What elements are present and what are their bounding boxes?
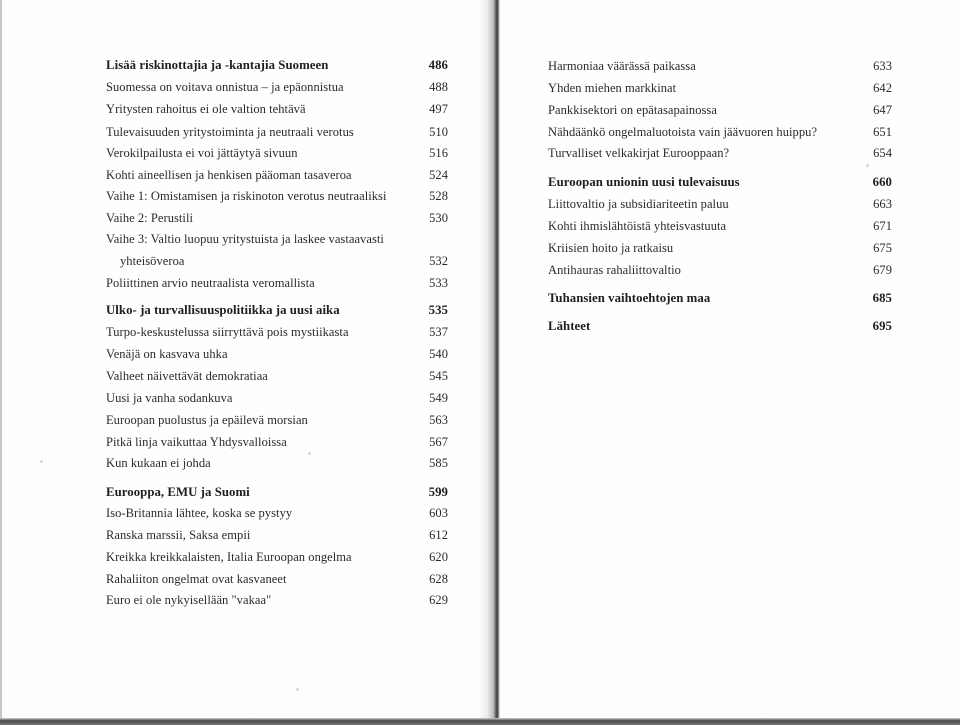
toc-entry-title: Rahaliiton ongelmat ovat kasvaneet	[106, 572, 287, 586]
toc-entry-title: Kreikka kreikkalaisten, Italia Euroopan ongelma	[106, 550, 352, 564]
toc-entry-page-number: 497	[429, 102, 448, 116]
paper-speck	[296, 688, 299, 691]
toc-entry-page-number: 671	[873, 219, 892, 233]
toc-entry-title: Euroopan puolustus ja epäilevä morsian	[106, 413, 308, 427]
toc-entry-page-number: 563	[429, 413, 448, 427]
toc-entry-title: Poliittinen arvio neutraalista veromallista	[106, 276, 315, 290]
toc-entry-title: Turvalliset velkakirjat Eurooppaan?	[548, 146, 730, 160]
toc-entry-page-number: 540	[429, 347, 448, 361]
toc-entry-title: Eurooppa, EMU ja Suomi	[106, 485, 250, 499]
page-bottom-edge	[0, 718, 960, 725]
paper-speck	[40, 460, 43, 463]
toc-entry-title: Euro ei ole nykyisellään "vakaa"	[106, 593, 272, 607]
toc-entry-page-number: 679	[873, 263, 892, 277]
toc-entry-page-number: 647	[873, 103, 892, 117]
toc-entry-page-number: 488	[429, 80, 448, 94]
toc-entry-title: Vaihe 1: Omistamisen ja riskinoton verotus neutraaliksi	[106, 189, 387, 203]
toc-entry-title: Tulevaisuuden yritystoiminta ja neutraali verotus	[106, 125, 354, 139]
toc-entry-page-number: 675	[873, 241, 892, 255]
toc-entry-title: Uusi ja vanha sodankuva	[106, 391, 233, 405]
toc-entry-page-number: 612	[429, 528, 448, 542]
toc-entry-title: Lisää riskinottajia ja -kantajia Suomeen	[106, 58, 329, 72]
toc-entry-page-number: 549	[429, 391, 448, 405]
toc-entry-title: Iso-Britannia lähtee, koska se pystyy	[106, 506, 293, 520]
book-spine	[478, 0, 500, 722]
toc-entry-page-number: 532	[429, 254, 448, 268]
toc-entry-page-number: 567	[429, 435, 448, 449]
toc-entry-title: Venäjä on kasvava uhka	[106, 347, 228, 361]
toc-entry-title: Turpo-keskustelussa siirryttävä pois mystiikasta	[106, 325, 349, 339]
toc-entry-title: Liittovaltio ja subsidiariteetin paluu	[548, 197, 729, 211]
toc-entry-title: yhteisöveroa	[120, 254, 185, 268]
toc-entry-page-number: 516	[429, 146, 448, 160]
toc-entry-title: Ranska marssii, Saksa empii	[106, 528, 251, 542]
toc-entry-title: Harmoniaa väärässä paikassa	[548, 59, 696, 73]
toc-entry-page-number: 535	[428, 303, 448, 317]
toc-entry-page-number: 603	[429, 506, 448, 520]
toc-entry-page-number: 660	[872, 175, 892, 189]
toc-entry-page-number: 633	[873, 59, 892, 73]
toc-entry-title: Tuhansien vaihtoehtojen maa	[548, 291, 711, 305]
toc-entry-title: Kohti aineellisen ja henkisen pääoman tasaveroa	[106, 168, 352, 182]
toc-entry-page-number: 629	[429, 593, 448, 607]
toc-entry-title: Yhden miehen markkinat	[548, 81, 677, 95]
toc-entry-page-number: 524	[429, 168, 448, 182]
toc-entry-title: Yritysten rahoitus ei ole valtion tehtävä	[106, 102, 306, 116]
toc-entry-page-number: 642	[873, 81, 892, 95]
toc-entry-page-number: 695	[872, 319, 892, 333]
toc-entry-page-number: 528	[429, 189, 448, 203]
toc-entry-title: Suomessa on voitava onnistua – ja epäonnistua	[106, 80, 344, 94]
toc-entry-page-number: 510	[429, 125, 448, 139]
paper-speck	[308, 452, 311, 455]
toc-entry-title: Pankkisektori on epätasapainossa	[548, 103, 717, 117]
toc-entry-page-number: 628	[429, 572, 448, 586]
toc-entry-page-number: 599	[428, 485, 448, 499]
toc-entry-page-number: 537	[429, 325, 448, 339]
toc-entry-page-number: 654	[873, 146, 892, 160]
toc-entry-title: Euroopan unionin uusi tulevaisuus	[548, 175, 740, 189]
toc-entry-title: Antihauras rahaliittovaltio	[548, 263, 681, 277]
toc-entry-title: Verokilpailusta ei voi jättäytyä sivuun	[106, 146, 298, 160]
toc-entry-title: Pitkä linja vaikuttaa Yhdysvalloissa	[106, 435, 287, 449]
toc-entry-title: Valheet näivettävät demokratiaa	[106, 369, 268, 383]
toc-entry-title: Lähteet	[548, 319, 591, 333]
toc-entry-page-number: 651	[873, 125, 892, 139]
toc-entry-page-number: 486	[428, 58, 448, 72]
toc-entry-page-number: 685	[872, 291, 892, 305]
toc-entry-page-number: 545	[429, 369, 448, 383]
toc-entry-title: Kriisien hoito ja ratkaisu	[548, 241, 674, 255]
toc-entry-title: Vaihe 3: Valtio luopuu yritystuista ja laskee vastaavasti	[106, 232, 384, 246]
paper-speck	[866, 164, 869, 167]
toc-entry-title: Ulko- ja turvallisuuspolitiikka ja uusi aika	[106, 303, 340, 317]
toc-entry-title: Kohti ihmislähtöistä yhteisvastuuta	[548, 219, 727, 233]
toc-entry-page-number: 585	[429, 456, 448, 470]
toc-entry-page-number: 663	[873, 197, 892, 211]
toc-entry-page-number: 530	[429, 211, 448, 225]
toc-entry-title: Nähdäänkö ongelmaluotoista vain jäävuoren huippu?	[548, 125, 818, 139]
toc-entry-title: Vaihe 2: Perustili	[106, 211, 194, 225]
toc-entry-title: Kun kukaan ei johda	[106, 456, 211, 470]
toc-entry-page-number: 620	[429, 550, 448, 564]
toc-entry-page-number: 533	[429, 276, 448, 290]
